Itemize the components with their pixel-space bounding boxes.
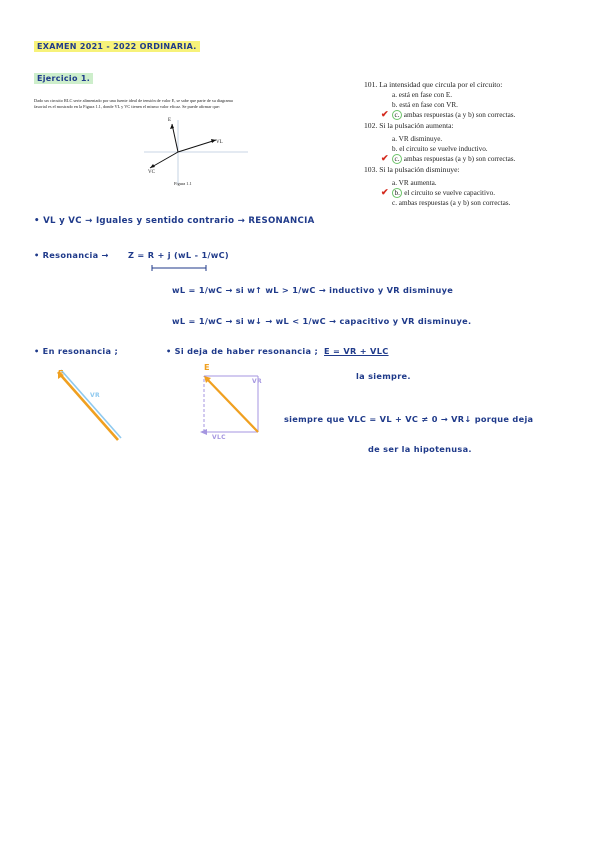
exercise-title: Ejercicio 1.	[34, 73, 93, 84]
question-block	[364, 80, 594, 208]
check-mark-icon: ✔	[381, 109, 389, 119]
sketch-label-vr-left: VR	[90, 392, 100, 399]
option-101-a: a. está en fase con E.	[392, 91, 453, 99]
option-103-b: ✔ b. el circuito se vuelve capacitivo.	[381, 187, 495, 197]
option-103-c: c. ambas respuestas (a y b) son correctas.	[392, 199, 511, 207]
option-101-b: b. está en fase con VR.	[392, 101, 458, 109]
note-line-6: la siempre.	[356, 371, 411, 381]
sketch-label-e-right: E	[204, 362, 210, 372]
question-102-stem: 102. Si la pulsación aumenta:	[364, 121, 454, 130]
option-103-a: a. VR aumenta.	[392, 179, 437, 187]
check-mark-icon: ✔	[381, 153, 389, 163]
option-102-a: a. VR disminuye.	[392, 135, 443, 143]
note-line-3: wL = 1/wC → si w↑ wL > 1/wC → inductivo y VR disminuye	[172, 285, 454, 295]
note-line-4: wL = 1/wC → si w↓ → wL < 1/wC → capacitivo y VR disminuye.	[172, 316, 472, 326]
statement-line-2: fasorial es el mostrado en la Figura 1.1, donde VL y VC tienen el mismo valor eficaz. Se puede afirmar que:	[34, 104, 220, 109]
note-line-7: siempre que VLC = VL + VC ≠ 0 → VR↓ porque deja	[284, 414, 534, 424]
statement-line-1: Dado un circuito RLC serie alimentado por una fuente ideal de tensión de valor E, se sabe que parte de su diagrama	[34, 98, 233, 103]
option-102-c: ✔ c. ambas respuestas (a y b) son correctas.	[381, 153, 516, 163]
option-101-c: ✔ c. ambas respuestas (a y b) son correctas.	[381, 109, 516, 119]
question-101-stem: 101. La intensidad que circula por el circuito:	[364, 80, 503, 89]
impedance-formula: Z = R + j (wL - 1/wC)	[128, 250, 229, 260]
figure-label-vl: VL	[216, 140, 223, 145]
note-line-1: • VL y VC → Iguales y sentido contrario → RESONANCIA	[34, 216, 315, 226]
question-103-stem: 103. Si la pulsación disminuye:	[364, 165, 460, 174]
sketch-label-vr-right: VR	[252, 378, 262, 385]
exam-title: EXAMEN 2021 - 2022 ORDINARIA.	[34, 41, 200, 52]
note-resonance-right: • Si deja de haber resonancia ;	[166, 346, 319, 356]
note-line-2-prefix: • Resonancia →	[34, 250, 109, 260]
vector-sum-formula: E = VR + VLC	[324, 346, 389, 356]
check-mark-icon: ✔	[381, 187, 389, 197]
sketch-label-e-left: E	[58, 368, 64, 378]
note-resonance-left: • En resonancia ;	[34, 346, 119, 356]
phasor-vc	[150, 152, 178, 168]
option-102-b: b. el circuito se vuelve inductivo.	[392, 145, 488, 153]
figure-label-e: E	[168, 118, 172, 123]
figure-label-vc: VC	[148, 170, 155, 175]
note-line-8: de ser la hipotenusa.	[368, 444, 472, 454]
figure-caption: Figura 1.1	[174, 181, 192, 186]
resonance-sketch	[54, 366, 126, 446]
phasor-vl	[178, 140, 216, 152]
formula-underline	[150, 264, 210, 272]
sketch-label-vlc: VLC	[212, 434, 226, 441]
phasor-figure	[136, 112, 256, 192]
